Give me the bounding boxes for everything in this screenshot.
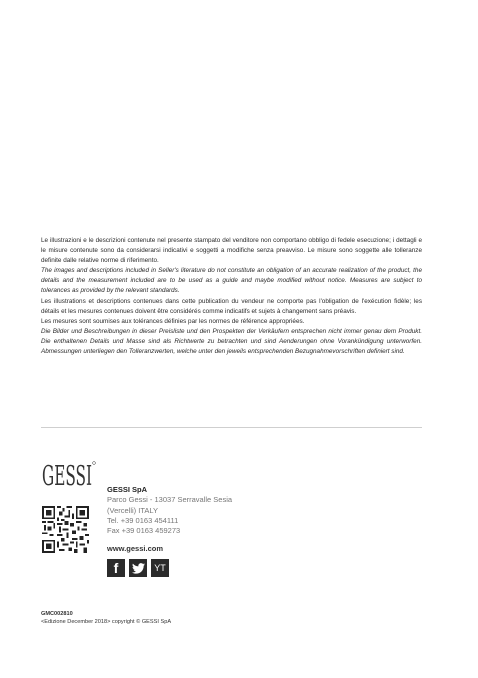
disclaimer-french-measures: Les mesures sont soumises aux tolérances définies par les normes de référence appropriées.: [41, 317, 305, 325]
divider: [41, 427, 422, 428]
edition-copyright: <Edizione December 2018> copyright © GESSI SpA: [41, 619, 172, 625]
facebook-icon: f: [113, 560, 119, 576]
facebook-button[interactable]: [107, 559, 125, 577]
disclaimer-text: [41, 236, 422, 357]
company-info: [107, 485, 232, 536]
social-links: [107, 559, 169, 577]
disclaimer-french: Les illustrations et descriptions contenues dans cette publication du vendeur ne comporte pas l'obligation de l'exécution fidèle; les détails et les mesures contenues doivent être considérés comme indicatifs et sujets à changement sans préavis.: [41, 297, 422, 315]
twitter-icon: [132, 563, 145, 574]
website-link[interactable]: www.gessi.com: [107, 544, 163, 553]
disclaimer-german: Die Bilder und Beschreibungen in dieser Preisliste und den Prospekten der Verkäufern entsprechen nicht immer genau dem Produkt. Die enthaltenen Details und Masse sind als Richtwerte zu betrachten und sind Aenderungen ohne Vorankündigung unterworfen. Abmessungen unterliegen den Tolleranzwerten, welche unter den jeweils entsprechenden Bezugnahmevorschriften definiert sind.: [41, 327, 422, 356]
company-fax: Fax +39 0163 459273: [107, 526, 181, 536]
catalogue-code: GMC002810: [41, 611, 73, 617]
company-name: GESSI SpA: [107, 485, 148, 494]
footer: [41, 610, 171, 626]
svg-text:GESSI: GESSI: [42, 460, 92, 488]
youtube-button[interactable]: [151, 559, 169, 577]
company-address-line-1: Parco Gessi - 13037 Serravalle Sesia: [107, 495, 233, 505]
disclaimer-italian: Le illustrazioni e le descrizioni contenute nel presente stampato del venditore non comportano obbligo di fedele esecuzione; i dettagli e le misure contenute sono da considerarsi indicativi e soggetti a modifiche senza preavviso. Le misure sono soggette alle tolleranze definite dalle relative norme di riferimento.: [41, 237, 422, 265]
twitter-button[interactable]: [129, 559, 147, 577]
disclaimer-english: The images and descriptions included in Seller's literature do not constitute an obligation of an accurate realization of the product, the details and the measurement included are to be used as a guide and maybe modified without notice. Measures are subject to tolerances as provided by the relevant standards.: [41, 267, 422, 295]
qr-code: [42, 506, 89, 553]
youtube-icon: YT: [154, 563, 166, 573]
company-address-line-2: (Vercelli) ITALY: [107, 505, 158, 515]
gessi-logo: [42, 460, 96, 493]
company-telephone: Tel. +39 0163 454111: [107, 515, 179, 525]
